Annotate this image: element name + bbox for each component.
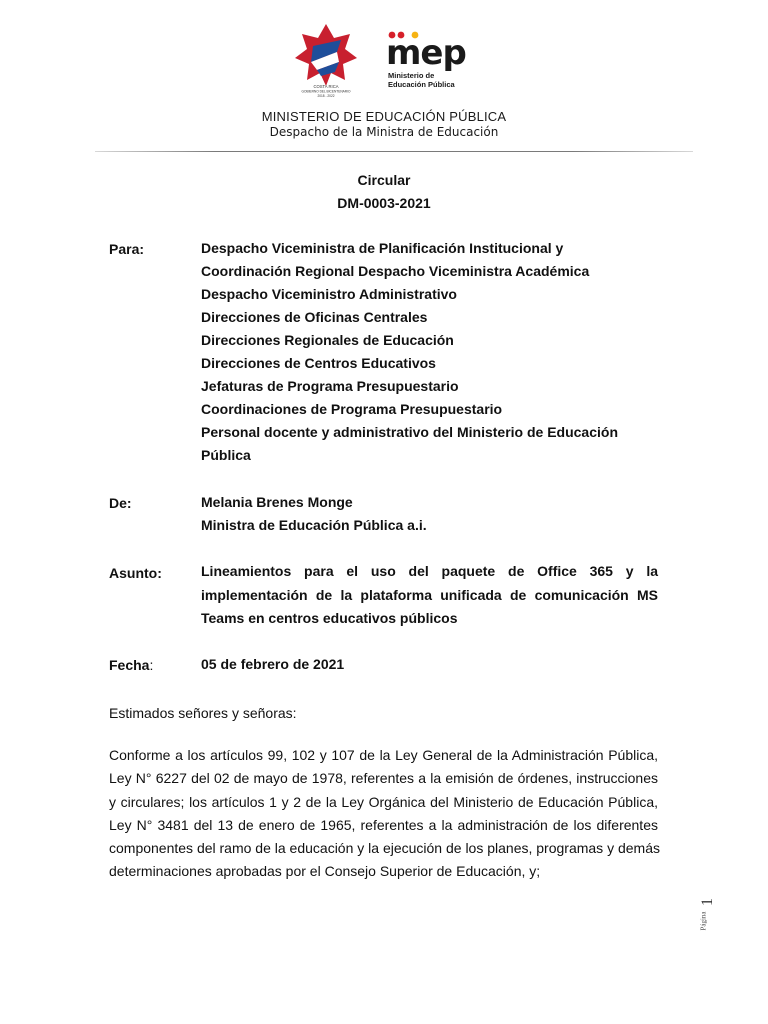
para-label: Para: (109, 241, 145, 257)
paragraph-line: y circulares; los artículos 1 y 2 de la Ley Orgánica del Ministerio de Educación Pública, (109, 793, 658, 810)
para-recipient-line: Pública (201, 447, 251, 463)
para-recipient-line: Direcciones de Oficinas Centrales (201, 309, 428, 325)
page-number-footer (700, 895, 722, 937)
document-type: Circular (357, 172, 411, 188)
paragraph-line: componentes del ramo de la educación y la ejecución de los planes, programas y demás (109, 840, 660, 857)
asunto-line: Lineamientos para el uso del paquete de Office 365 y la (201, 563, 658, 579)
mep-logo (385, 30, 485, 92)
ministry-subtitle: Despacho de la Ministra de Educación (269, 125, 499, 139)
fecha-label-text: Fecha (109, 657, 150, 673)
costa-rica-bicentennial-seal-logo (293, 22, 359, 98)
page-number: 1 (699, 898, 716, 906)
de-sender-name: Melania Brenes Monge (201, 494, 353, 510)
paragraph-line: Conforme a los artículos 99, 102 y 107 de la Ley General de la Administración Pública, (109, 747, 658, 763)
mep-logo-sub-line-1: Ministerio de (388, 71, 435, 80)
para-recipient-line: Direcciones de Centros Educativos (201, 355, 436, 371)
asunto-label: Asunto: (109, 565, 162, 581)
para-recipient-line: Jefaturas de Programa Presupuestario (201, 378, 459, 394)
para-recipient-line: Despacho Viceministro Administrativo (201, 286, 457, 302)
mep-logo-wordmark: mep (386, 33, 466, 73)
seal-text-line-3: 2018 - 2022 (317, 94, 335, 98)
asunto-line: Teams en centros educativos públicos (201, 610, 458, 626)
para-recipient-line: Direcciones Regionales de Educación (201, 332, 454, 348)
para-recipient-line: Personal docente y administrativo del Ministerio de Educación (201, 424, 618, 440)
para-recipient-line: Coordinación Regional Despacho Viceministra Académica (201, 263, 590, 279)
document-number: DM-0003-2021 (337, 195, 431, 211)
de-sender (201, 491, 427, 537)
para-recipients (201, 237, 618, 467)
mep-logo-sub-line-2: Educación Pública (388, 80, 455, 89)
fecha-label-colon: : (149, 657, 154, 673)
page-label: Página (699, 911, 708, 931)
paragraph-line: Ley N° 6227 del 02 de mayo de 1978, referentes a la emisión de órdenes, instrucciones (109, 770, 658, 787)
fecha-label (109, 657, 153, 673)
asunto-line: implementación de la plataforma unificada de comunicación MS (201, 586, 658, 603)
fecha-value: 05 de febrero de 2021 (201, 656, 345, 672)
paragraph-line: Ley N° 3481 del 13 de enero de 1965, referentes a la administración de los diferentes (109, 816, 658, 833)
ministry-title: MINISTERIO DE EDUCACIÓN PÚBLICA (261, 109, 507, 124)
asunto-text (201, 560, 658, 631)
seal-star-shape (295, 24, 357, 86)
paragraph-line: determinaciones aprobadas por el Consejo Superior de Educación, y; (109, 863, 541, 880)
seal-text-line-1: COSTA RICA (313, 84, 339, 89)
body-paragraph (109, 744, 658, 884)
greeting: Estimados señores y señoras: (109, 705, 297, 721)
seal-text-line-2: GOBIERNO DEL BICENTENARIO (301, 89, 351, 94)
para-recipient-line: Coordinaciones de Programa Presupuestario (201, 401, 503, 417)
de-label: De: (109, 495, 132, 511)
para-recipient-line: Despacho Viceministra de Planificación Institucional y (201, 240, 564, 256)
de-sender-title: Ministra de Educación Pública a.i. (201, 517, 427, 533)
header-divider (95, 151, 693, 152)
